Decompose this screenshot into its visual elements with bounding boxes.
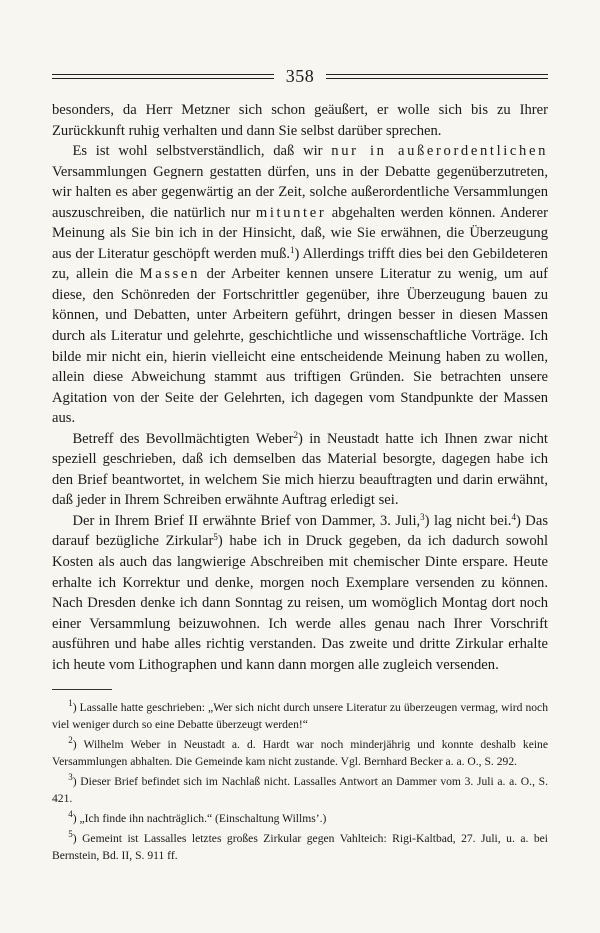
book-page — [52, 62, 548, 864]
footnote-text: ) „Ich finde ihn nachträglich.“ (Einschaltung Willms’.) — [72, 811, 327, 825]
footnote-mark: 1 — [68, 698, 73, 709]
footnote-ref-4: 4 — [511, 511, 516, 522]
footnote-ref-1: 1 — [290, 244, 295, 255]
header-rule-left — [52, 74, 274, 79]
footnote-text: ) Lassalle hatte geschrieben: „Wer sich nicht durch unsere Literatur zu überzeugen vermag, wird noch viel weniger durch so eine Debatte überzeugt werden!“ — [52, 701, 548, 732]
text-run: ) Das darauf bezügliche Zirkular — [52, 512, 549, 550]
text-run: Versammlungen Gegnern gestatten dürfen, uns in der Debatte gegenüberzutreten, wir halten es aber gegenwärtig an der Zeit, solche außerordentliche Versammlungen auszuschreiben, die natürlich nur — [52, 163, 548, 221]
footnote-mark: 4 — [68, 808, 73, 819]
footnote-text: ) Gemeint ist Lassalles letztes großes Zirkular gegen Vahlteich: Rigi-Kaltbad, 27. Juli, u. a. bei Bernstein, Bd. II, S. 911 ff. — [52, 831, 548, 862]
text-run: Der in Ihrem Brief II erwähnte Brief von Dammer, 3. Juli, — [72, 512, 421, 529]
text-run: ) habe ich in Druck gegeben, da ich dadurch sowohl Kosten als auch das langwierige Abschreiben mit chemischer Dinte erspare. Heute erhalte ich Korrektur und denke, morgen noch Exemplare versenden zu können. Nach Dresden denke ich dann Sonntag zu reisen, um womöglich Montag dort noch einer Versammlung beizuwohnen. Ich werde alles genau nach Ihrer Vorschrift ausführen und habe alles richtig verstanden. Das zweite und dritte Zirkular erhalte ich heute vom Lithographen und kann dann morgen alle zugleich versenden. — [52, 533, 548, 673]
page-number: 358 — [285, 65, 315, 86]
paragraph-2 — [52, 141, 548, 429]
paragraph-3 — [52, 429, 548, 511]
text-run: ) in Neustadt hatte ich Ihnen zwar nicht speziell geschrieben, daß ich demselben das Material besorgte, dagegen habe ich den Brief beantwortet, in welchem Sie mich hierzu beauftragten und darin erwähnt, daß jeder in Ihrem Schreiben erwähnte Auftrag erledigt sei. — [52, 430, 548, 509]
spaced-emphasis: mitunter — [255, 204, 327, 221]
text-run: ) Allerdings trifft dies bei den Gebildeteren zu, allein die — [52, 245, 548, 283]
header-rule-right — [326, 74, 548, 79]
footnote-text: ) Wilhelm Weber in Neustadt a. d. Hardt war noch minderjährig und konnte deshalb keine Versammlungen abhalten. Die Gemeinde kam nicht zustande. Vgl. Bernhard Becker a. a. O., S. 292. — [52, 738, 548, 769]
spaced-emphasis: nur in außerordentlichen — [331, 143, 548, 160]
footnote-mark: 3 — [68, 771, 73, 782]
footnote-separator — [52, 689, 112, 690]
text-run: Es ist wohl selbstverständlich, daß wir — [72, 143, 332, 160]
text-run: abgehalten werden können. Anderer Meinung als Sie bin ich in der Hinsicht, daß, wie Sie erwähnen, die Überzeugung aus der Literatur geschöpft werden muß. — [52, 204, 548, 262]
paragraph-1: besonders, da Herr Metzner sich schon geäußert, er wolle sich bis zu Ihrer Zurückkunft ruhig verhalten und dann Sie selbst darüber sprechen. — [52, 102, 548, 139]
footnote-4 — [52, 808, 548, 828]
text-run: ) lag nicht bei. — [424, 512, 512, 529]
footnote-5 — [52, 828, 548, 865]
page-header — [52, 62, 548, 90]
text-run: der Arbeiter kennen unsere Literatur zu wenig, um auf diese, den Schönreden der Fortschrittler gegenüber, ihre Überzeugung bauen zu können, und Debatten, unter Arbeitern geführt, dringen besser in diesen Massen durch als Literatur und gelehrte, geschichtliche und wissenschaftliche Vorträge. Ich bilde mir nicht ein, hierin vielleicht eine entscheidende Meinung haben zu wollen, allein diese Abweichung stammt aus triftigen Gründen. Sie betrachten unsere Agitation von der Seite der Gelehrten, ich dagegen vom Standpunkte der Massen aus. — [52, 266, 548, 427]
footnote-ref-5: 5 — [213, 532, 218, 543]
footnote-ref-2: 2 — [293, 429, 298, 440]
paragraph-4 — [52, 511, 548, 675]
footnote-3 — [52, 771, 548, 808]
text-run: Betreff des Bevollmächtigten Weber — [72, 430, 294, 447]
footnote-mark: 2 — [68, 735, 73, 746]
footnote-2 — [52, 737, 548, 771]
footnotes — [52, 700, 548, 864]
letter-body — [52, 100, 548, 675]
footnote-1 — [52, 700, 548, 734]
footnote-text: ) Dieser Brief befindet sich im Nachlaß nicht. Lassalles Antwort an Dammer vom 3. Juli a. a. O., S. 421. — [52, 774, 548, 805]
spaced-emphasis: Massen — [139, 266, 200, 283]
footnote-ref-3: 3 — [420, 511, 425, 522]
footnote-mark: 5 — [68, 828, 73, 839]
